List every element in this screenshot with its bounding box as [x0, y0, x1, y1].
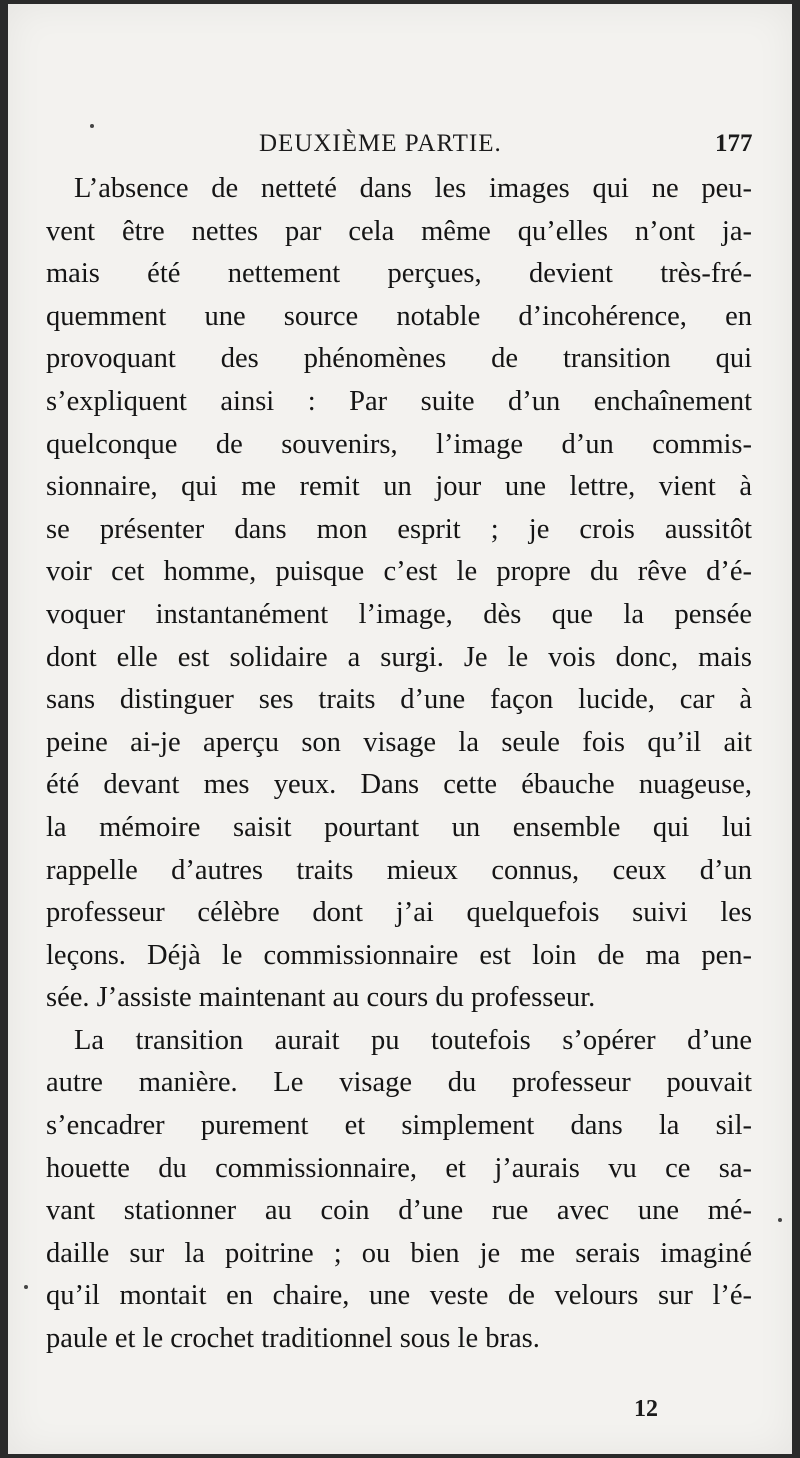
text-line: mais été nettement perçues, devient très-fré- — [46, 258, 752, 290]
text-line: s’expliquent ainsi : Par suite d’un enchaînement — [46, 385, 752, 417]
text-line: professeur célèbre dont j’ai quelquefois suivi les — [46, 897, 752, 929]
text-line: sionnaire, qui me remit un jour une lettre, vient à — [46, 471, 752, 503]
text-line: peine ai-je aperçu son visage la seule fois qu’il ait — [46, 726, 752, 758]
page-body — [46, 168, 752, 1361]
running-header — [8, 130, 792, 170]
text-line: la mémoire saisit pourtant un ensemble qui lui — [46, 811, 752, 843]
text-line: été devant mes yeux. Dans cette ébauche nuageuse, — [46, 769, 752, 801]
print-speck — [778, 1218, 782, 1222]
text-line: autre manière. Le visage du professeur pouvait — [46, 1067, 752, 1099]
text-line: La transition aurait pu toutefois s’opérer d’une — [74, 1024, 752, 1056]
text-line: sée. J’assiste maintenant au cours du professeur. — [46, 982, 596, 1014]
print-speck — [90, 124, 94, 128]
paragraph-1 — [46, 168, 752, 1020]
running-title: DEUXIÈME PARTIE. — [259, 130, 502, 157]
page-number: 177 — [715, 130, 753, 157]
text-line: sans distinguer ses traits d’une façon lucide, car à — [46, 684, 752, 716]
text-line: daille sur la poitrine ; ou bien je me serais imaginé — [46, 1237, 752, 1269]
text-line: quelconque de souvenirs, l’image d’un commis- — [46, 428, 752, 460]
book-page — [8, 4, 792, 1454]
signature-mark: 12 — [634, 1396, 658, 1422]
text-line: rappelle d’autres traits mieux connus, ceux d’un — [46, 854, 752, 886]
text-line: se présenter dans mon esprit ; je crois aussitôt — [46, 513, 752, 545]
print-speck — [24, 1285, 28, 1289]
text-line: paule et le crochet traditionnel sous le bras. — [46, 1323, 540, 1355]
text-line: voir cet homme, puisque c’est le propre du rêve d’é- — [46, 556, 752, 588]
text-line: houette du commissionnaire, et j’aurais vu ce sa- — [46, 1152, 752, 1184]
text-line: leçons. Déjà le commissionnaire est loin de ma pen- — [46, 939, 752, 971]
paragraph-2 — [46, 1020, 752, 1361]
text-line: quemment une source notable d’incohérence, en — [46, 300, 752, 332]
text-line: L’absence de netteté dans les images qui ne peu- — [74, 173, 752, 204]
text-line: provoquant des phénomènes de transition qui — [46, 343, 752, 375]
text-line: qu’il montait en chaire, une veste de velours sur l’é- — [46, 1280, 752, 1312]
text-line: s’encadrer purement et simplement dans la sil- — [46, 1110, 752, 1142]
text-line: dont elle est solidaire a surgi. Je le vois donc, mais — [46, 641, 752, 673]
text-line: vent être nettes par cela même qu’elles n’ont ja- — [46, 215, 752, 247]
text-line: vant stationner au coin d’une rue avec une mé- — [46, 1195, 752, 1227]
text-line: voquer instantanément l’image, dès que la pensée — [46, 598, 752, 630]
